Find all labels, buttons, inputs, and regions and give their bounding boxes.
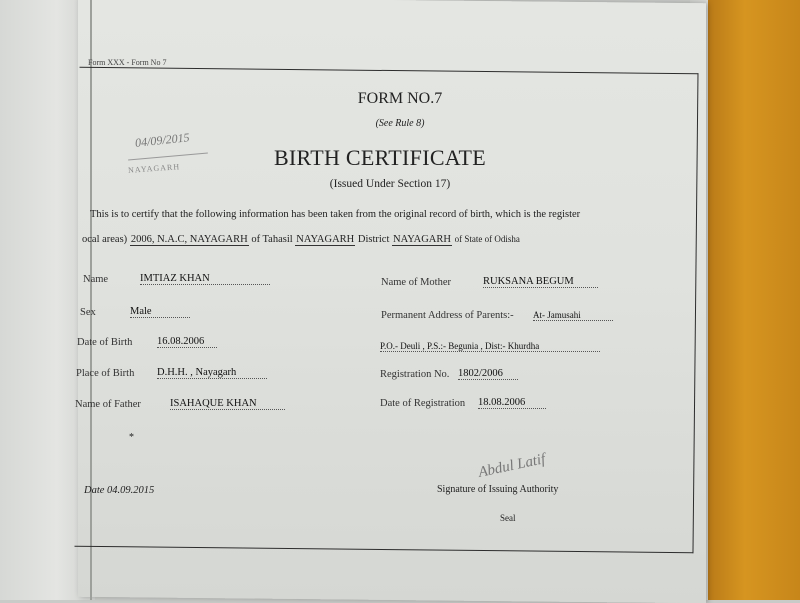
signature-scribble: Abdul Latif — [476, 451, 547, 481]
dob-label: Date of Birth — [77, 337, 133, 348]
name-label: Name — [83, 274, 109, 285]
reg-no-value: 1802/2006 — [458, 368, 518, 380]
rule-reference: (See Rule 8) — [375, 118, 425, 129]
signature-label: Signature of Issuing Authority — [437, 484, 559, 495]
pob-value: D.H.H. , Nayagarh — [157, 367, 267, 379]
areas-line — [82, 234, 520, 245]
areas-prefix: ocal areas) — [82, 234, 128, 245]
footer-date-label: Date — [84, 485, 105, 496]
areas-tahasil: NAYAGARH — [296, 234, 355, 245]
stamp-place: NAYAGARH — [127, 162, 181, 175]
mother-label: Name of Mother — [381, 277, 451, 288]
header-note: Form XXX - Form No 7 — [88, 58, 167, 67]
footer-date-value: 04.09.2015 — [107, 485, 155, 496]
seal-label: Seal — [500, 513, 516, 523]
name-value: IMTIAZ KHAN — [140, 273, 270, 285]
areas-of-tahasil: of Tahasil — [251, 234, 293, 245]
sex-value: Male — [130, 306, 190, 318]
father-value: ISAHAQUE KHAN — [170, 398, 285, 410]
stamp-date: 04/09/2015 — [134, 130, 191, 150]
areas-state: of State of Odisha — [454, 234, 520, 244]
mother-value: RUKSANA BEGUM — [483, 276, 598, 288]
dob-value: 16.08.2006 — [157, 336, 217, 348]
father-label: Name of Father — [75, 399, 141, 410]
sex-label: Sex — [80, 307, 96, 318]
asterisk-mark: * — [129, 432, 134, 443]
areas-district: NAYAGARH — [393, 234, 451, 245]
orange-folder — [708, 0, 800, 600]
certify-text: This is to certify that the following information has been taken from the original record of birth, which is the register — [90, 209, 581, 220]
areas-year-nac: 2006, N.A.C, NAYAGARH — [130, 234, 248, 245]
areas-district-label: District — [357, 234, 390, 245]
certificate-title: BIRTH CERTIFICATE — [273, 145, 487, 170]
address-label: Permanent Address of Parents:- — [381, 310, 514, 321]
issued-under: (Issued Under Section 17) — [329, 178, 451, 190]
reg-date-label: Date of Registration — [380, 398, 466, 409]
reg-date-value: 18.08.2006 — [478, 397, 546, 409]
reg-no-label: Registration No. — [380, 369, 450, 380]
address-value-2: P.O.- Deuli , P.S.:- Begunia , Dist:- Khurdha — [380, 341, 600, 352]
pob-label: Place of Birth — [76, 368, 135, 379]
form-number: FORM NO.7 — [357, 90, 443, 107]
footer-date — [84, 485, 154, 496]
address-value-1: At- Jamusahi — [533, 310, 613, 321]
